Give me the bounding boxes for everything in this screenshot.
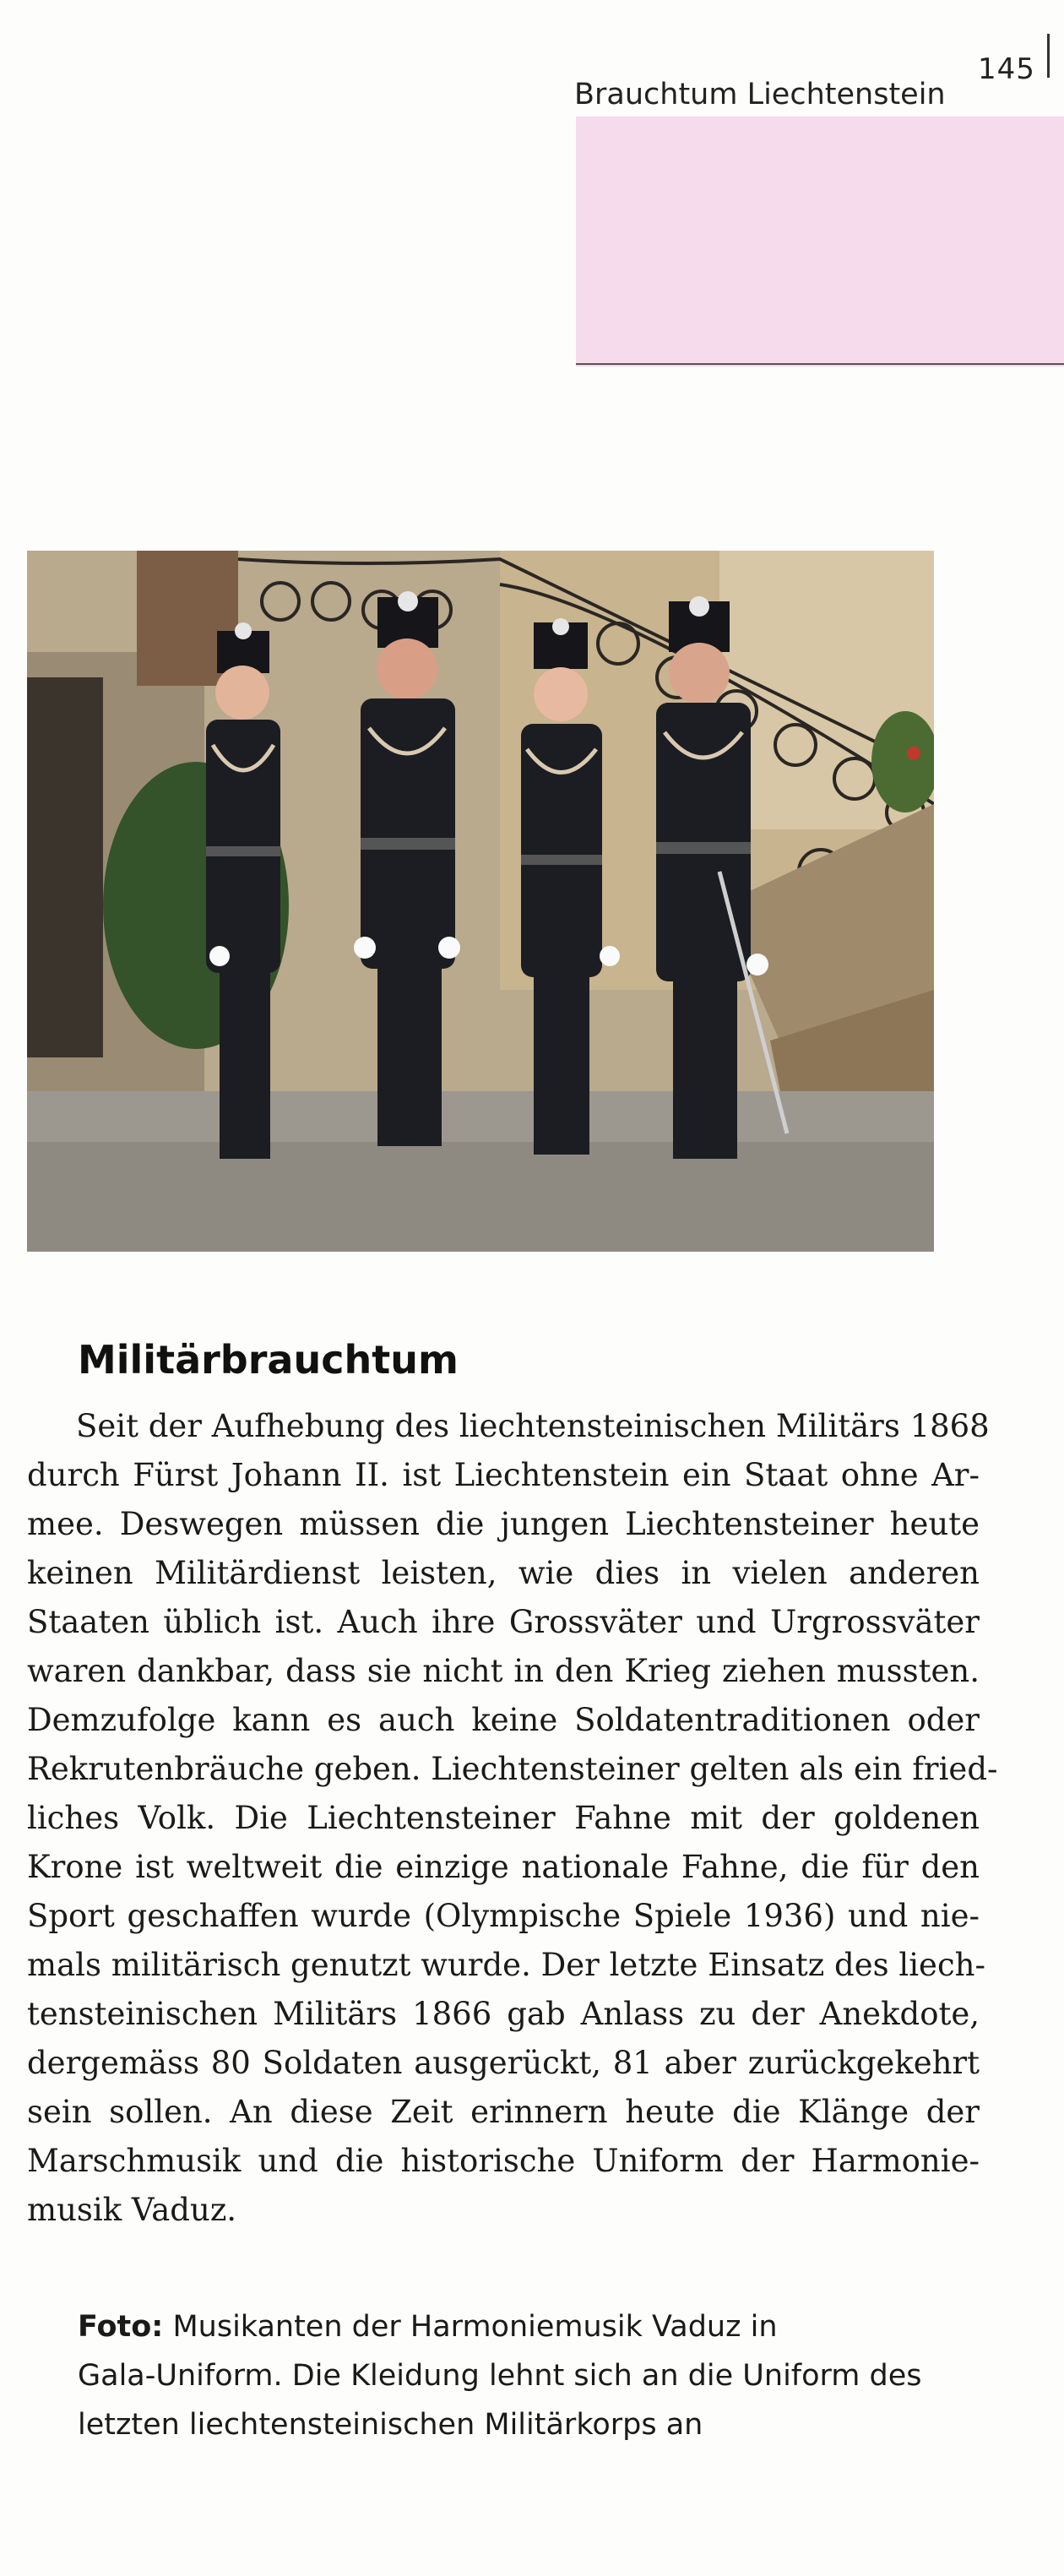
body-line: Rekrutenbräuche geben. Liechtensteiner gelten als ein fried-: [27, 1751, 998, 1787]
caption-label: Foto:: [78, 2310, 164, 2344]
page-number: 145: [978, 52, 1035, 86]
body-line: liches Volk. Die Liechtensteiner Fahne mit der goldenen: [27, 1800, 980, 1836]
body-line: dergemäss 80 Soldaten ausgerückt, 81 aber zurückgekehrt: [27, 2045, 980, 2081]
running-title: Brauchtum Liechtenstein: [574, 78, 946, 111]
body-line: Marschmusik und die historische Uniform der Harmonie-: [27, 2143, 980, 2179]
body-line: sein sollen. An diese Zeit erinnern heute die Klänge der: [27, 2094, 980, 2130]
header-divider: [576, 363, 1064, 365]
body-line: keinen Militärdienst leisten, wie dies in vielen anderen: [27, 1555, 980, 1591]
caption-line: letzten liechtensteinischen Militärkorps an: [78, 2408, 703, 2442]
uniform-photo: [27, 551, 934, 1252]
body-line: waren dankbar, dass sie nicht in den Krieg ziehen mussten.: [27, 1653, 980, 1689]
body-line: Krone ist weltweit die einzige nationale Fahne, die für den: [27, 1849, 980, 1885]
page-number-rule: [1047, 34, 1050, 78]
body-line: mee. Deswegen müssen die jungen Liechtensteiner heute: [27, 1506, 980, 1542]
body-line: musik Vaduz.: [27, 2192, 237, 2228]
body-line: Demzufolge kann es auch keine Soldatentraditionen oder: [27, 1702, 980, 1738]
body-line: Seit der Aufhebung des liechtensteinischen Militärs 1868: [76, 1408, 990, 1444]
photo-caption: [78, 2302, 922, 2449]
article-body: [27, 1402, 998, 2235]
body-line: Sport geschaffen wurde (Olympische Spiele 1936) und nie-: [27, 1898, 980, 1934]
caption-text: Musikanten der Harmoniemusik Vaduz in: [172, 2310, 778, 2344]
body-line: tensteinischen Militärs 1866 gab Anlass zu der Anekdote,: [27, 1996, 980, 2032]
caption-line: [78, 2302, 922, 2351]
caption-line: Gala-Uniform. Die Kleidung lehnt sich an die Uniform des: [78, 2359, 922, 2393]
body-line: mals militärisch genutzt wurde. Der letzte Einsatz des liech-: [27, 1947, 986, 1983]
article-heading: Militärbrauchtum: [78, 1337, 459, 1383]
body-line: Staaten üblich ist. Auch ihre Grossväter und Urgrossväter: [27, 1604, 980, 1640]
accent-box: [576, 117, 1064, 367]
body-line: durch Fürst Johann II. ist Liechtenstein ein Staat ohne Ar-: [27, 1457, 980, 1493]
